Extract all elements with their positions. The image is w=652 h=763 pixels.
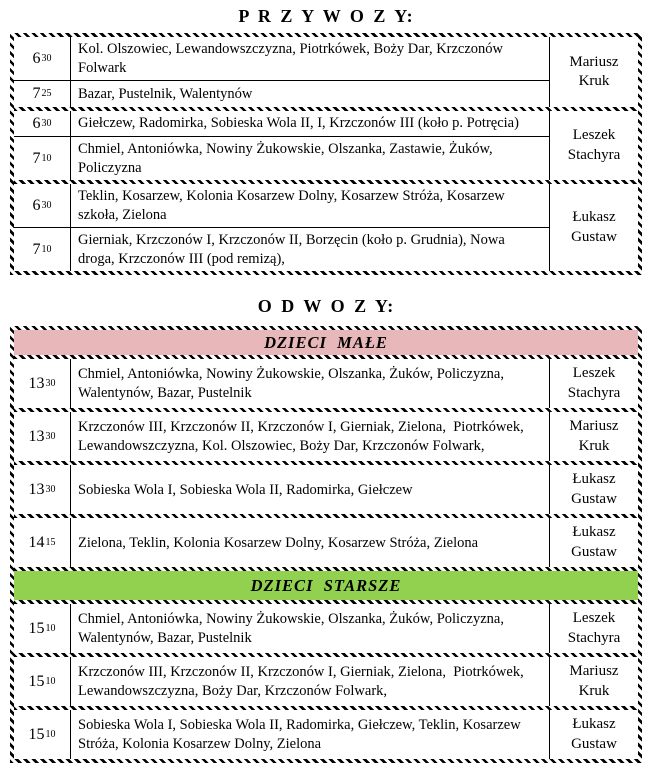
time-value: 6	[32, 114, 41, 132]
przywozy-table	[10, 33, 642, 275]
schedule-row	[14, 710, 638, 759]
route-text: Krzczonów III, Krzczonów II, Krzczonów I, Gierniak, Zielona, Piotrkówek, Lewandowszczyzna, Kol. Olszowiec, Boży Dar, Krzczonów Folwark,	[78, 419, 528, 454]
driver-name: Łukasz Gustaw	[571, 471, 617, 507]
section-header-dzieci-starsze: DZIECI STARSZE	[14, 571, 638, 600]
route-text: Sobieska Wola I, Sobieska Wola II, Radomirka, Giełczew	[78, 481, 413, 498]
driver-cell	[550, 465, 638, 514]
route-text: Teklin, Kosarzew, Kolonia Kosarzew Dolny, Kosarzew Stróża, Kosarzew szkoła, Zielona	[78, 188, 509, 223]
schedule-row	[14, 412, 638, 461]
time-cell: 13 30	[14, 359, 71, 408]
driver-cell	[550, 359, 638, 408]
time-value: 13	[28, 427, 45, 445]
driver-cell	[550, 111, 638, 180]
schedule-group	[14, 111, 638, 180]
time-cell: 7 10	[14, 228, 71, 271]
schedule-row	[14, 657, 638, 706]
route-cell	[71, 37, 550, 81]
driver-name: Mariusz Kruk	[569, 53, 619, 90]
route-text: Krzczonów III, Krzczonów II, Krzczonów I, Gierniak, Zielona, Piotrkówek, Lewandowszczyzna, Boży Dar, Krzczonów Folwark,	[78, 664, 528, 699]
route-cell	[71, 604, 550, 653]
route-cell	[71, 657, 550, 706]
przywozy-title: P R Z Y W O Z Y:	[238, 6, 414, 26]
schedule-group	[14, 37, 638, 107]
time-cell: 6 30	[14, 37, 71, 81]
route-text: Giełczew, Radomirka, Sobieska Wola II, I, Krzczonów III (koło p. Potręcia)	[78, 115, 519, 132]
route-text: Chmiel, Antoniówka, Nowiny Żukowskie, Olszanka, Żuków, Policzyzna, Walentynów, Bazar, Pustelnik	[78, 611, 508, 646]
driver-name: Łukasz Gustaw	[571, 524, 617, 560]
time-cell: 7 25	[14, 81, 71, 107]
section-header-dzieci-male: DZIECI MAŁE	[14, 330, 638, 355]
time-value: 7	[32, 85, 41, 103]
schedule-row	[14, 518, 638, 567]
route-cell	[71, 137, 550, 180]
driver-cell	[550, 518, 638, 567]
route-cell	[71, 228, 550, 271]
time-cell: 6 30	[14, 184, 71, 228]
route-text: Gierniak, Krzczonów I, Krzczonów II, Borzęcin (koło p. Grudnia), Nowa droga, Krzczonów III (pod remizą),	[78, 232, 509, 267]
driver-name: Mariusz Kruk	[569, 418, 619, 454]
route-cell	[71, 710, 550, 759]
time-cell: 6 30	[14, 111, 71, 137]
odwozy-title: O D W O Z Y:	[257, 296, 395, 317]
time-value: 15	[28, 619, 45, 637]
time-cell: 15 10	[14, 604, 71, 653]
time-cell: 13 30	[14, 465, 71, 514]
time-value: 15	[28, 725, 45, 743]
time-value: 7	[32, 149, 41, 167]
time-value: 6	[32, 196, 41, 214]
driver-name: Leszek Stachyra	[567, 365, 621, 401]
time-value: 6	[32, 49, 41, 67]
route-cell	[71, 184, 550, 228]
route-cell	[71, 81, 550, 107]
time-cell: 14 15	[14, 518, 71, 567]
route-text: Chmiel, Antoniówka, Nowiny Żukowskie, Olszanka, Zastawie, Żuków, Policzyzna	[78, 141, 497, 176]
route-text: Kol. Olszowiec, Lewandowszczyzna, Piotrkówek, Boży Dar, Krzczonów Folwark	[78, 41, 507, 76]
route-text: Zielona, Teklin, Kolonia Kosarzew Dolny, Kosarzew Stróża, Zielona	[78, 534, 479, 551]
driver-cell	[550, 657, 638, 706]
time-value: 14	[28, 533, 45, 551]
time-value: 7	[32, 240, 41, 258]
time-cell: 15 10	[14, 657, 71, 706]
driver-name: Łukasz Gustaw	[571, 209, 617, 245]
driver-cell	[550, 184, 638, 271]
route-text: Sobieska Wola I, Sobieska Wola II, Radomirka, Giełczew, Teklin, Kosarzew Stróża, Kolonia Kosarzew Dolny, Zielona	[78, 717, 525, 752]
driver-cell	[550, 710, 638, 759]
schedule-row	[14, 359, 638, 408]
odwozy-table	[10, 326, 642, 763]
driver-cell	[550, 604, 638, 653]
schedule-row	[14, 465, 638, 514]
time-value: 15	[28, 672, 45, 690]
driver-name: Mariusz Kruk	[569, 663, 619, 699]
route-cell	[71, 359, 550, 408]
route-text: Bazar, Pustelnik, Walentynów	[78, 85, 253, 102]
time-value: 13	[28, 480, 45, 498]
time-cell: 15 10	[14, 710, 71, 759]
time-value: 13	[28, 374, 45, 392]
route-cell	[71, 465, 550, 514]
odwozy-table-body	[14, 330, 638, 759]
route-text: Chmiel, Antoniówka, Nowiny Żukowskie, Olszanka, Żuków, Policzyzna, Walentynów, Bazar, Pustelnik	[78, 366, 508, 401]
time-cell: 7 10	[14, 137, 71, 180]
route-cell	[71, 412, 550, 461]
route-cell	[71, 518, 550, 567]
time-cell: 13 30	[14, 412, 71, 461]
driver-name: Leszek Stachyra	[567, 127, 621, 163]
przywozy-table-body	[14, 37, 638, 271]
driver-cell	[550, 37, 638, 107]
driver-cell	[550, 412, 638, 461]
schedule-row	[14, 604, 638, 653]
schedule-group	[14, 184, 638, 271]
route-cell	[71, 111, 550, 137]
driver-name: Leszek Stachyra	[567, 610, 621, 646]
driver-name: Łukasz Gustaw	[571, 716, 617, 752]
